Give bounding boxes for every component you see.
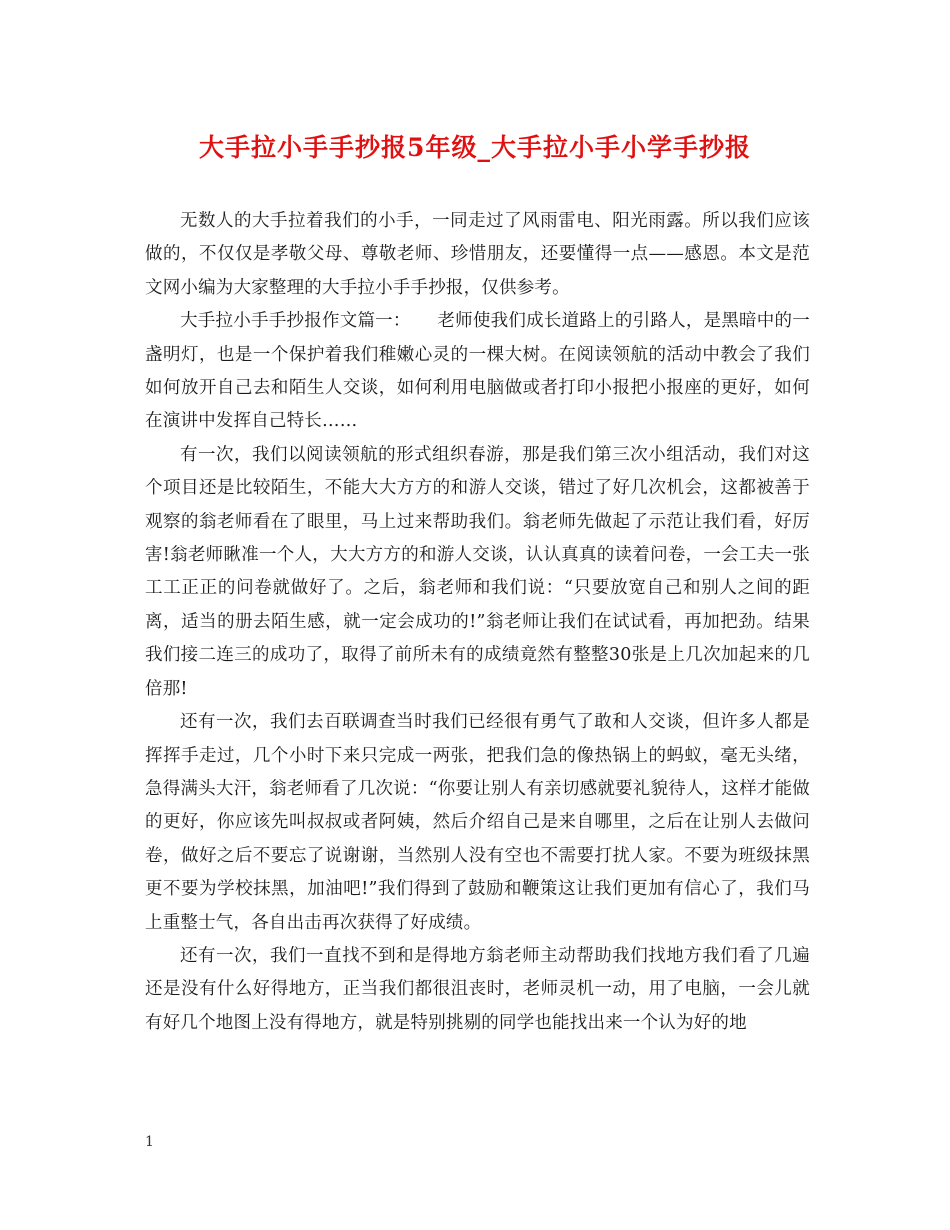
document-title: 大手拉小手手抄报5年级_大手拉小手小学手抄报 bbox=[199, 133, 751, 162]
paragraph-finding-place: 还有一次，我们一直找不到和是得地方翁老师主动帮助我们找地方我们看了几遍还是没有什么好得地方，正当我们都很沮丧时，老师灵机一动，用了电脑，一会儿就有好几个地图上没有得地方，就是特别挑剔的同学也能找出来一个认为好的地 bbox=[145, 945, 810, 1033]
paragraph-bailian-survey: 还有一次，我们去百联调查当时我们已经很有勇气了敢和人交谈，但许多人都是挥挥手走过，几个小时下来只完成一两张，把我们急的像热锅上的蚂蚁，毫无头绪，急得满头大汗，翁老师看了几次说：“你要让别人有亲切感就要礼貌待人，这样才能做的更好，你应该先叫叔叔或者阿姨，然后介绍自己是来自哪里，之后在让别人去做问卷，做好之后不要忘了说谢谢，当然别人没有空也不需要打扰人家。不要为班级抹黑更不要为学校抹黑，加油吧!”我们得到了鼓励和鞭策这让我们更加有信心了，我们马上重整士气，各自出击再次获得了好成绩。 bbox=[145, 712, 810, 933]
document-body bbox=[145, 205, 810, 1040]
paragraph-intro: 无数人的大手拉着我们的小手，一同走过了风雨雷电、阳光雨露。所以我们应该做的，不仅仅是孝敬父母、尊敬老师、珍惜朋友，还要懂得一点——感恩。本文是范文网小编为大家整理的大手拉小手手抄报，仅供参考。 bbox=[145, 211, 810, 298]
paragraph-spring-outing: 有一次，我们以阅读领航的形式组织春游，那是我们第三次小组活动，我们对这个项目还是比较陌生，不能大大方方的和游人交谈，错过了好几次机会，这都被善于观察的翁老师看在了眼里，马上过来帮助我们。翁老师先做起了示范让我们看，好厉害!翁老师瞅准一个人，大大方方的和游人交谈，认认真真的读着问卷，一会工夫一张工工正正的问卷就做好了。之后，翁老师和我们说：“只要放宽自己和别人之间的距离，适当的册去陌生感，就一定会成功的!”翁老师让我们在试试看，再加把劲。结果我们接二连三的成功了，取得了前所未有的成绩竟然有整整30张是上几次加起来的几倍那! bbox=[145, 444, 810, 699]
page-number: 1 bbox=[145, 1134, 154, 1150]
paragraph-essay-one: 大手拉小手手抄报作文篇一： 老师使我们成长道路上的引路人，是黑暗中的一盏明灯，也是一个保护着我们稚嫩心灵的一棵大树。在阅读领航的活动中教会了我们如何放开自己去和陌生人交谈，如何利用电脑做或者打印小报把小报座的更好，如何在演讲中发挥自己特长…… bbox=[145, 311, 810, 432]
